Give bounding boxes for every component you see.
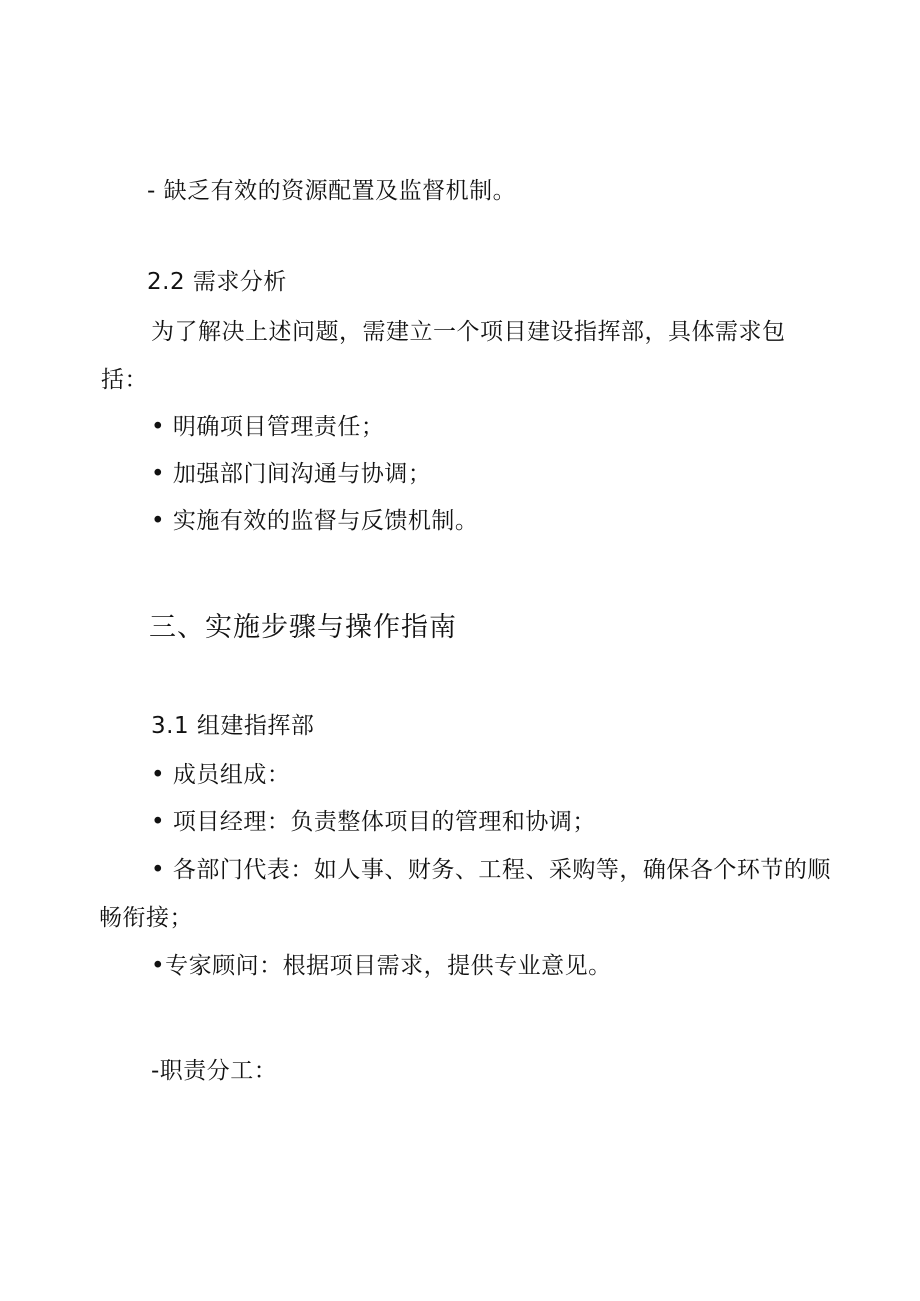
member-list-item: • 各部门代表：如人事、财务、工程、采购等，确保各个环节的顺 bbox=[151, 857, 831, 883]
duties-title: -职责分工： bbox=[151, 1058, 278, 1084]
needs-bullet-item: • 明确项目管理责任； bbox=[151, 414, 385, 440]
intro-list-item: - 缺乏有效的资源配置及监督机制。 bbox=[147, 178, 517, 204]
member-list-item: • 项目经理：负责整体项目的管理和协调； bbox=[151, 809, 596, 835]
section-3-1-heading: 3.1 组建指挥部 bbox=[151, 713, 315, 739]
member-list-item-continuation: 畅衔接； bbox=[99, 905, 193, 931]
members-title: • 成员组成： bbox=[151, 762, 291, 788]
member-list-item: •专家顾问：根据项目需求，提供专业意见。 bbox=[151, 953, 612, 979]
section-2-2-paragraph-line-2: 括： bbox=[101, 367, 148, 393]
section-3-heading: 三、实施步骤与操作指南 bbox=[149, 612, 457, 643]
needs-bullet-item: • 加强部门间沟通与协调； bbox=[151, 461, 432, 487]
needs-bullet-item: • 实施有效的监督与反馈机制。 bbox=[151, 508, 479, 534]
section-2-2-heading: 2.2 需求分析 bbox=[147, 269, 287, 295]
section-2-2-paragraph-line-1: 为了解决上述问题，需建立一个项目建设指挥部，具体需求包 bbox=[151, 319, 786, 345]
